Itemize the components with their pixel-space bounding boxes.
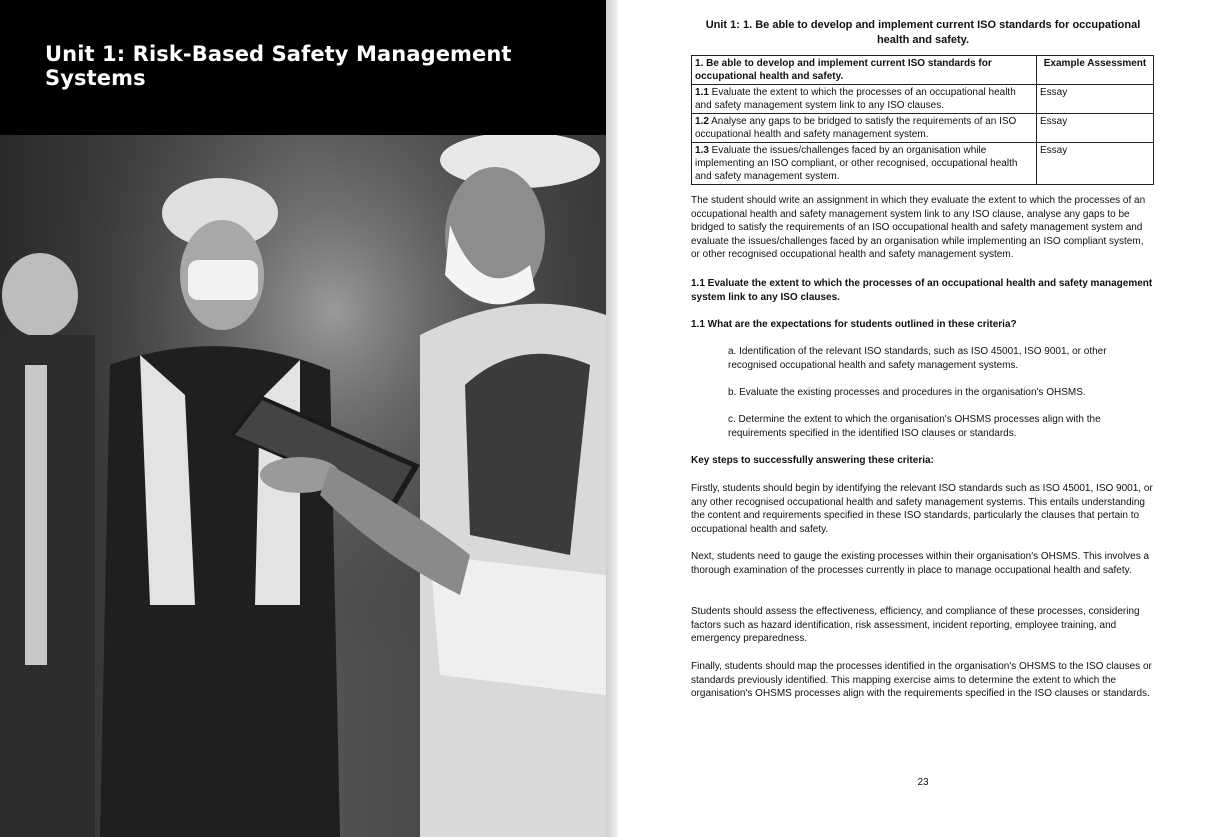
step-paragraph: Finally, students should map the processes identified in the organisation's OHSMS to the ISO clauses or standards previously identified. This mapping exercise aims to determine the extent to which the organisation's OHSMS processes align with the requirements specified in the ISO clauses or standards.: [691, 661, 1152, 700]
right-page: [618, 0, 1225, 837]
intro-paragraph: The student should write an assignment in which they evaluate the extent to which the processes of an occupational health and safety management system link to any ISO clause, analyse any gaps to be bridged to satisfy the requirements of an ISO occupational health and safety management system and evaluate the issues/challenges faced by an organisation while implementing an ISO compliant system, or other recognised occupational health and safety management system.: [691, 195, 1146, 261]
criteria-text: Evaluate the issues/challenges faced by an organisation while implementing an ISO compliant, or other recognised, occupational health and safety management system.: [695, 145, 1018, 182]
criteria-text: Evaluate the extent to which the processes of an occupational health and safety management system link to any ISO clauses.: [695, 87, 1016, 111]
criteria-cell: [692, 114, 1037, 143]
assessment-cell: Essay: [1037, 85, 1154, 114]
table-header-row: [692, 56, 1154, 85]
expectation-item: c. Determine the extent to which the organisation's OHSMS processes align with the requirements specified in the identified ISO clauses or standards.: [728, 414, 1101, 439]
unit-title: Unit 1: Risk-Based Safety Management Systems: [45, 42, 512, 90]
expectation-item: a. Identification of the relevant ISO standards, such as ISO 45001, ISO 9001, or other recognised occupational health and safety management systems.: [728, 346, 1107, 371]
criteria-text: Analyse any gaps to be bridged to satisfy the requirements of an ISO occupational health and safety management system.: [695, 116, 1017, 140]
key-steps-title: Key steps to successfully answering these criteria:: [691, 455, 934, 466]
expectations-title: 1.1 What are the expectations for students outlined in these criteria?: [691, 319, 1017, 330]
page-number: 23: [917, 777, 929, 788]
section-title: 1.1 Evaluate the extent to which the processes of an occupational health and safety management system link to any ISO clauses.: [691, 278, 1153, 303]
assessment-cell: Essay: [1037, 114, 1154, 143]
table-row: [692, 114, 1154, 143]
table-row: [692, 143, 1154, 185]
step-paragraph: Students should assess the effectiveness, efficiency, and compliance of these processes, considering factors such as hazard identification, risk assessment, incident reporting, employee training, and emergency preparedness.: [691, 606, 1140, 645]
table-row: [692, 85, 1154, 114]
unit-heading: Unit 1: 1. Be able to develop and implement current ISO standards for occupational health and safety.: [705, 19, 1141, 46]
page-gutter: [606, 0, 618, 837]
criteria-cell: [692, 143, 1037, 185]
criteria-number: 1.3: [695, 145, 709, 156]
criteria-cell: [692, 85, 1037, 114]
criteria-table: [691, 55, 1154, 185]
left-page: [0, 0, 606, 837]
criteria-number: 1.2: [695, 116, 709, 127]
table-header-criteria: 1. Be able to develop and implement current ISO standards for occupational health and safety.: [692, 56, 1037, 85]
table-header-assessment: Example Assessment: [1037, 56, 1154, 85]
assessment-cell: Essay: [1037, 143, 1154, 185]
step-paragraph: Next, students need to gauge the existing processes within their organisation's OHSMS. This involves a thorough examination of the processes currently in place to manage occupational health and safety.: [691, 551, 1150, 576]
workers-photo: [0, 135, 606, 837]
step-paragraph: Firstly, students should begin by identifying the relevant ISO standards such as ISO 45001, ISO 9001, or any other recognised occupational health and safety management systems. This entails understanding the content and requirements specified in these ISO standards, particularly the clauses that pertain to occupational health and safety.: [691, 483, 1153, 535]
criteria-number: 1.1: [695, 87, 709, 98]
expectation-item: b. Evaluate the existing processes and procedures in the organisation's OHSMS.: [728, 387, 1086, 398]
